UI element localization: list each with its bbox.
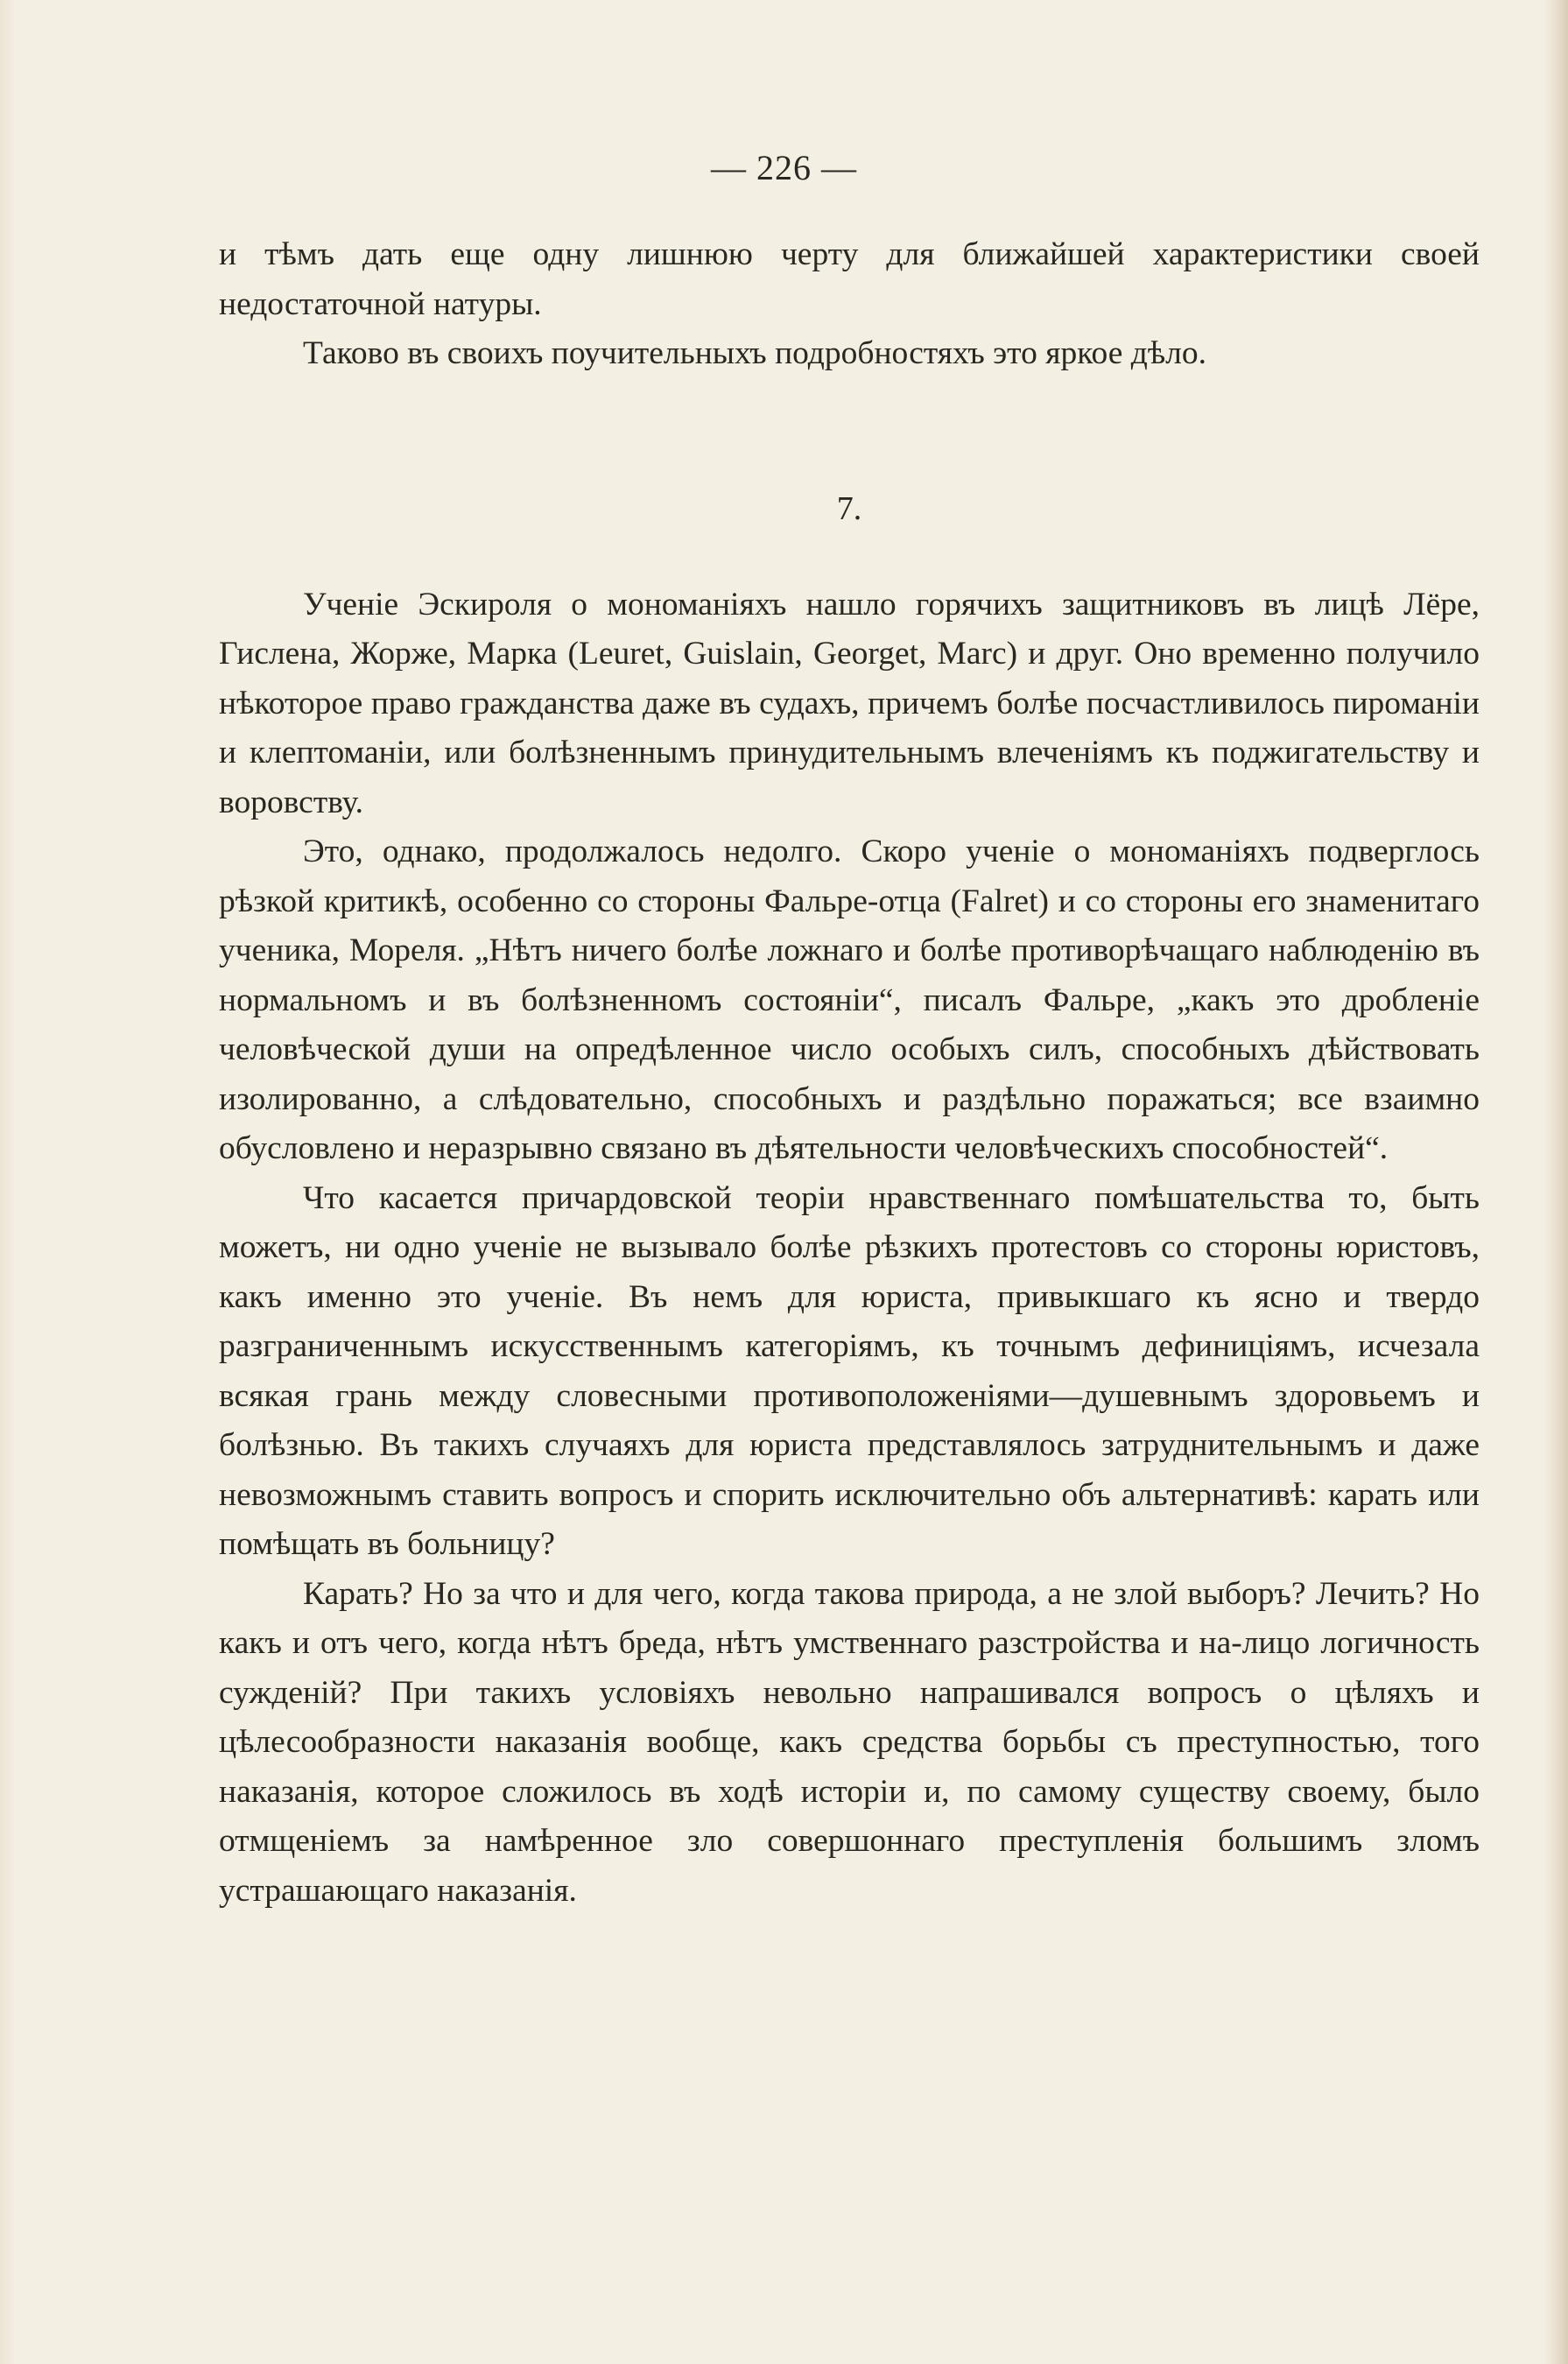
page-right-edge-shading (1543, 0, 1568, 2364)
paragraph: Это, однако, продолжалось недолго. Скоро ученіе о мономаніяхъ подверглось рѣзкой критикѣ, особенно со стороны Фальре-отца (Falret) и со стороны его знаменитаго ученика, Мореля. „Нѣтъ ничего болѣе ложнаго и болѣе противорѣчащаго наблюденію въ нормальномъ и въ болѣзненномъ состояніи“, писалъ Фальре, „какъ это дробленіе человѣческой души на опредѣленное число особыхъ силъ, способныхъ дѣйствовать изолированно, а слѣдовательно, способныхъ и раздѣльно поражаться; все взаимно обусловлено и неразрывно связано въ дѣятельности человѣческихъ способностей“. (219, 834, 1480, 1166)
page-left-edge-shading (0, 0, 16, 2364)
section-heading-number: 7. (836, 489, 862, 527)
page-number: — 226 — (711, 148, 857, 187)
paragraph: Карать? Но за что и для чего, когда такова природа, а не злой выборъ? Лечить? Но какъ и отъ чего, когда нѣтъ бреда, нѣтъ умственнаго разстройства и на-лицо логичность сужденій? При такихъ условіяхъ невольно напрашивался вопросъ о цѣляхъ и цѣлесообразности наказанія вообще, какъ средства борьбы съ преступностью, того наказанія, которое сложилось въ ходѣ исторіи и, по самому существу своему, было отмщеніемъ за намѣренное зло совершоннаго преступленія большимъ зломъ устрашающаго наказанія. (219, 1575, 1480, 1909)
paragraph: Ученіе Эскироля о мономаніяхъ нашло горячихъ защитниковъ въ лицѣ Лёре, Гислена, Жорже, Марка (Leuret, Guislain, Georget, Marc) и друг. Оно временно получило нѣкоторое право гражданства даже въ судахъ, причемъ болѣе посчастливилось пироманіи и клептоманіи, или болѣзненнымъ принудительнымъ влеченіямъ къ поджигательству и воровству. (219, 586, 1480, 820)
paragraph: Что касается причардовской теоріи нравственнаго помѣшательства то, быть можетъ, ни одно ученіе не вызывало болѣе рѣзкихъ протестовъ со стороны юристовъ, какъ именно это ученіе. Въ немъ для юриста, привыкшаго къ ясно и твердо разграниченнымъ искусственнымъ категоріямъ, къ точнымъ дефиниціямъ, исчезала всякая грань между словесными противоположеніями—душевнымъ здоровьемъ и болѣзнью. Въ такихъ случаяхъ для юриста представлялось затруднительнымъ и даже невозможнымъ ставить вопросъ и спорить исключительно объ альтернативѣ: карать или помѣщать въ больницу? (219, 1179, 1480, 1562)
body-text (219, 230, 1480, 1916)
paragraph: Таково въ своихъ поучительныхъ подробностяхъ это яркое дѣло. (303, 335, 1207, 371)
paragraph-continuation: и тѣмъ дать еще одну лишнюю черту для ближайшей характеристики своей недостаточной натуры. (219, 236, 1480, 322)
